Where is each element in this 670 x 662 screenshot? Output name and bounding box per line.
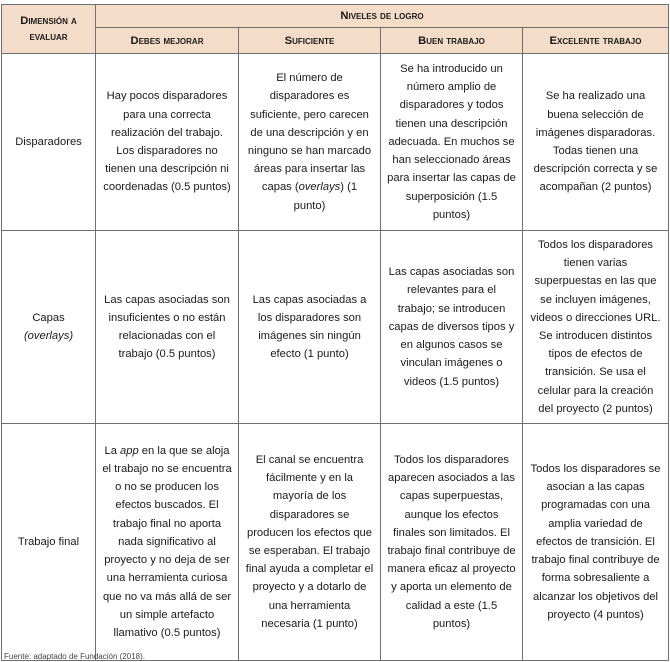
cell-disparadores-buen-trabajo: Se ha introducido un número amplio de disparadores y todos tienen una descripción adecuada. En muchos se han seleccionado áreas para insertar las capas de superposición (1.5 puntos) bbox=[381, 54, 523, 231]
table-row bbox=[2, 424, 669, 661]
cell-trabajo-final-excelente-trabajo: Todos los disparadores se asocian a las capas programadas con una amplia variedad de efectos de transición. El trabajo final contribuye de forma sobresaliente a alcanzar los objetivos del proyecto (4 puntos) bbox=[523, 424, 669, 661]
cell-disparadores-suficiente bbox=[239, 54, 381, 231]
cell-text: en la que se aloja el trabajo no se encuentra o no se producen los efectos buscados. El trabajo final no aporta nada significativo al proyecto y no deja de ser una herramienta curiosa que no va más allá de ser un simple artefacto llamativo (0.5 puntos) bbox=[102, 444, 232, 639]
header-col-debes-mejorar: Debes mejorar bbox=[96, 28, 239, 54]
cell-text: El número de disparadores es suficiente, pero carecen de una descripción y en ninguno se han marcado áreas para insertar las capas ( bbox=[247, 72, 372, 194]
cell-text: La bbox=[104, 444, 121, 457]
header-col-suficiente: Suficiente bbox=[239, 28, 381, 54]
header-col-excelente-trabajo: Excelente trabajo bbox=[523, 28, 669, 54]
cell-disparadores-excelente-trabajo: Se ha realizado una buena selección de imágenes disparadoras. Todas tienen una descripción correcta y se acompañan (2 puntos) bbox=[523, 54, 669, 231]
table-row bbox=[2, 54, 669, 231]
cell-text: ) (1 punto) bbox=[293, 181, 358, 212]
cell-trabajo-final-suficiente: El canal se encuentra fácilmente y en la mayoría de los disparadores se producen los efectos que se esperaban. El trabajo final ayuda a completar el proyecto y a dotarlo de una herramienta necesaria (1 punto) bbox=[239, 424, 381, 661]
cell-capas-suficiente: Las capas asociadas a los disparadores son imágenes sin ningún efecto (1 punto) bbox=[239, 231, 381, 424]
row-dimension-capas bbox=[2, 231, 96, 424]
source-footnote: Fuente: adaptado de Fundación (2018). bbox=[4, 652, 145, 661]
header-col-buen-trabajo: Buen trabajo bbox=[381, 28, 523, 54]
cell-italic-text: overlays bbox=[298, 181, 341, 194]
table-row bbox=[2, 231, 669, 424]
cell-disparadores-debes-mejorar: Hay pocos disparadores para una correcta realización del trabajo. Los disparadores no tienen una descripción ni coordenadas (0.5 puntos) bbox=[96, 54, 239, 231]
header-levels: Niveles de logro bbox=[96, 5, 669, 28]
row-dimension-disparadores: Disparadores bbox=[2, 54, 96, 231]
cell-capas-excelente-trabajo: Todos los disparadores tienen varias superpuestas en las que se incluyen imágenes, videos o direcciones URL. Se introducen distintos tipos de efectos de transición. Se usa el celular para la creación del proyecto (2 puntos) bbox=[523, 231, 669, 424]
cell-italic-text: app bbox=[120, 444, 139, 457]
rubric-table bbox=[1, 4, 669, 661]
cell-trabajo-final-debes-mejorar bbox=[96, 424, 239, 661]
row-dimension-trabajo-final: Trabajo final bbox=[2, 424, 96, 661]
dimension-label: Capas bbox=[32, 311, 65, 324]
cell-capas-debes-mejorar: Las capas asociadas son insuficientes o no están relacionadas con el trabajo (0.5 puntos) bbox=[96, 231, 239, 424]
cell-capas-buen-trabajo: Las capas asociadas son relevantes para el trabajo; se introducen capas de diversos tipos y en algunos casos se vinculan imágenes o videos (1.5 puntos) bbox=[381, 231, 523, 424]
header-dimension: Dimensión a evaluar bbox=[2, 5, 96, 54]
dimension-italic-label: (overlays) bbox=[23, 330, 74, 342]
cell-trabajo-final-buen-trabajo: Todos los disparadores aparecen asociados a las capas superpuestas, aunque los efectos finales son limitados. El trabajo final contribuye de manera eficaz al proyecto y aporta un elemento de calidad a este (1.5 puntos) bbox=[381, 424, 523, 661]
